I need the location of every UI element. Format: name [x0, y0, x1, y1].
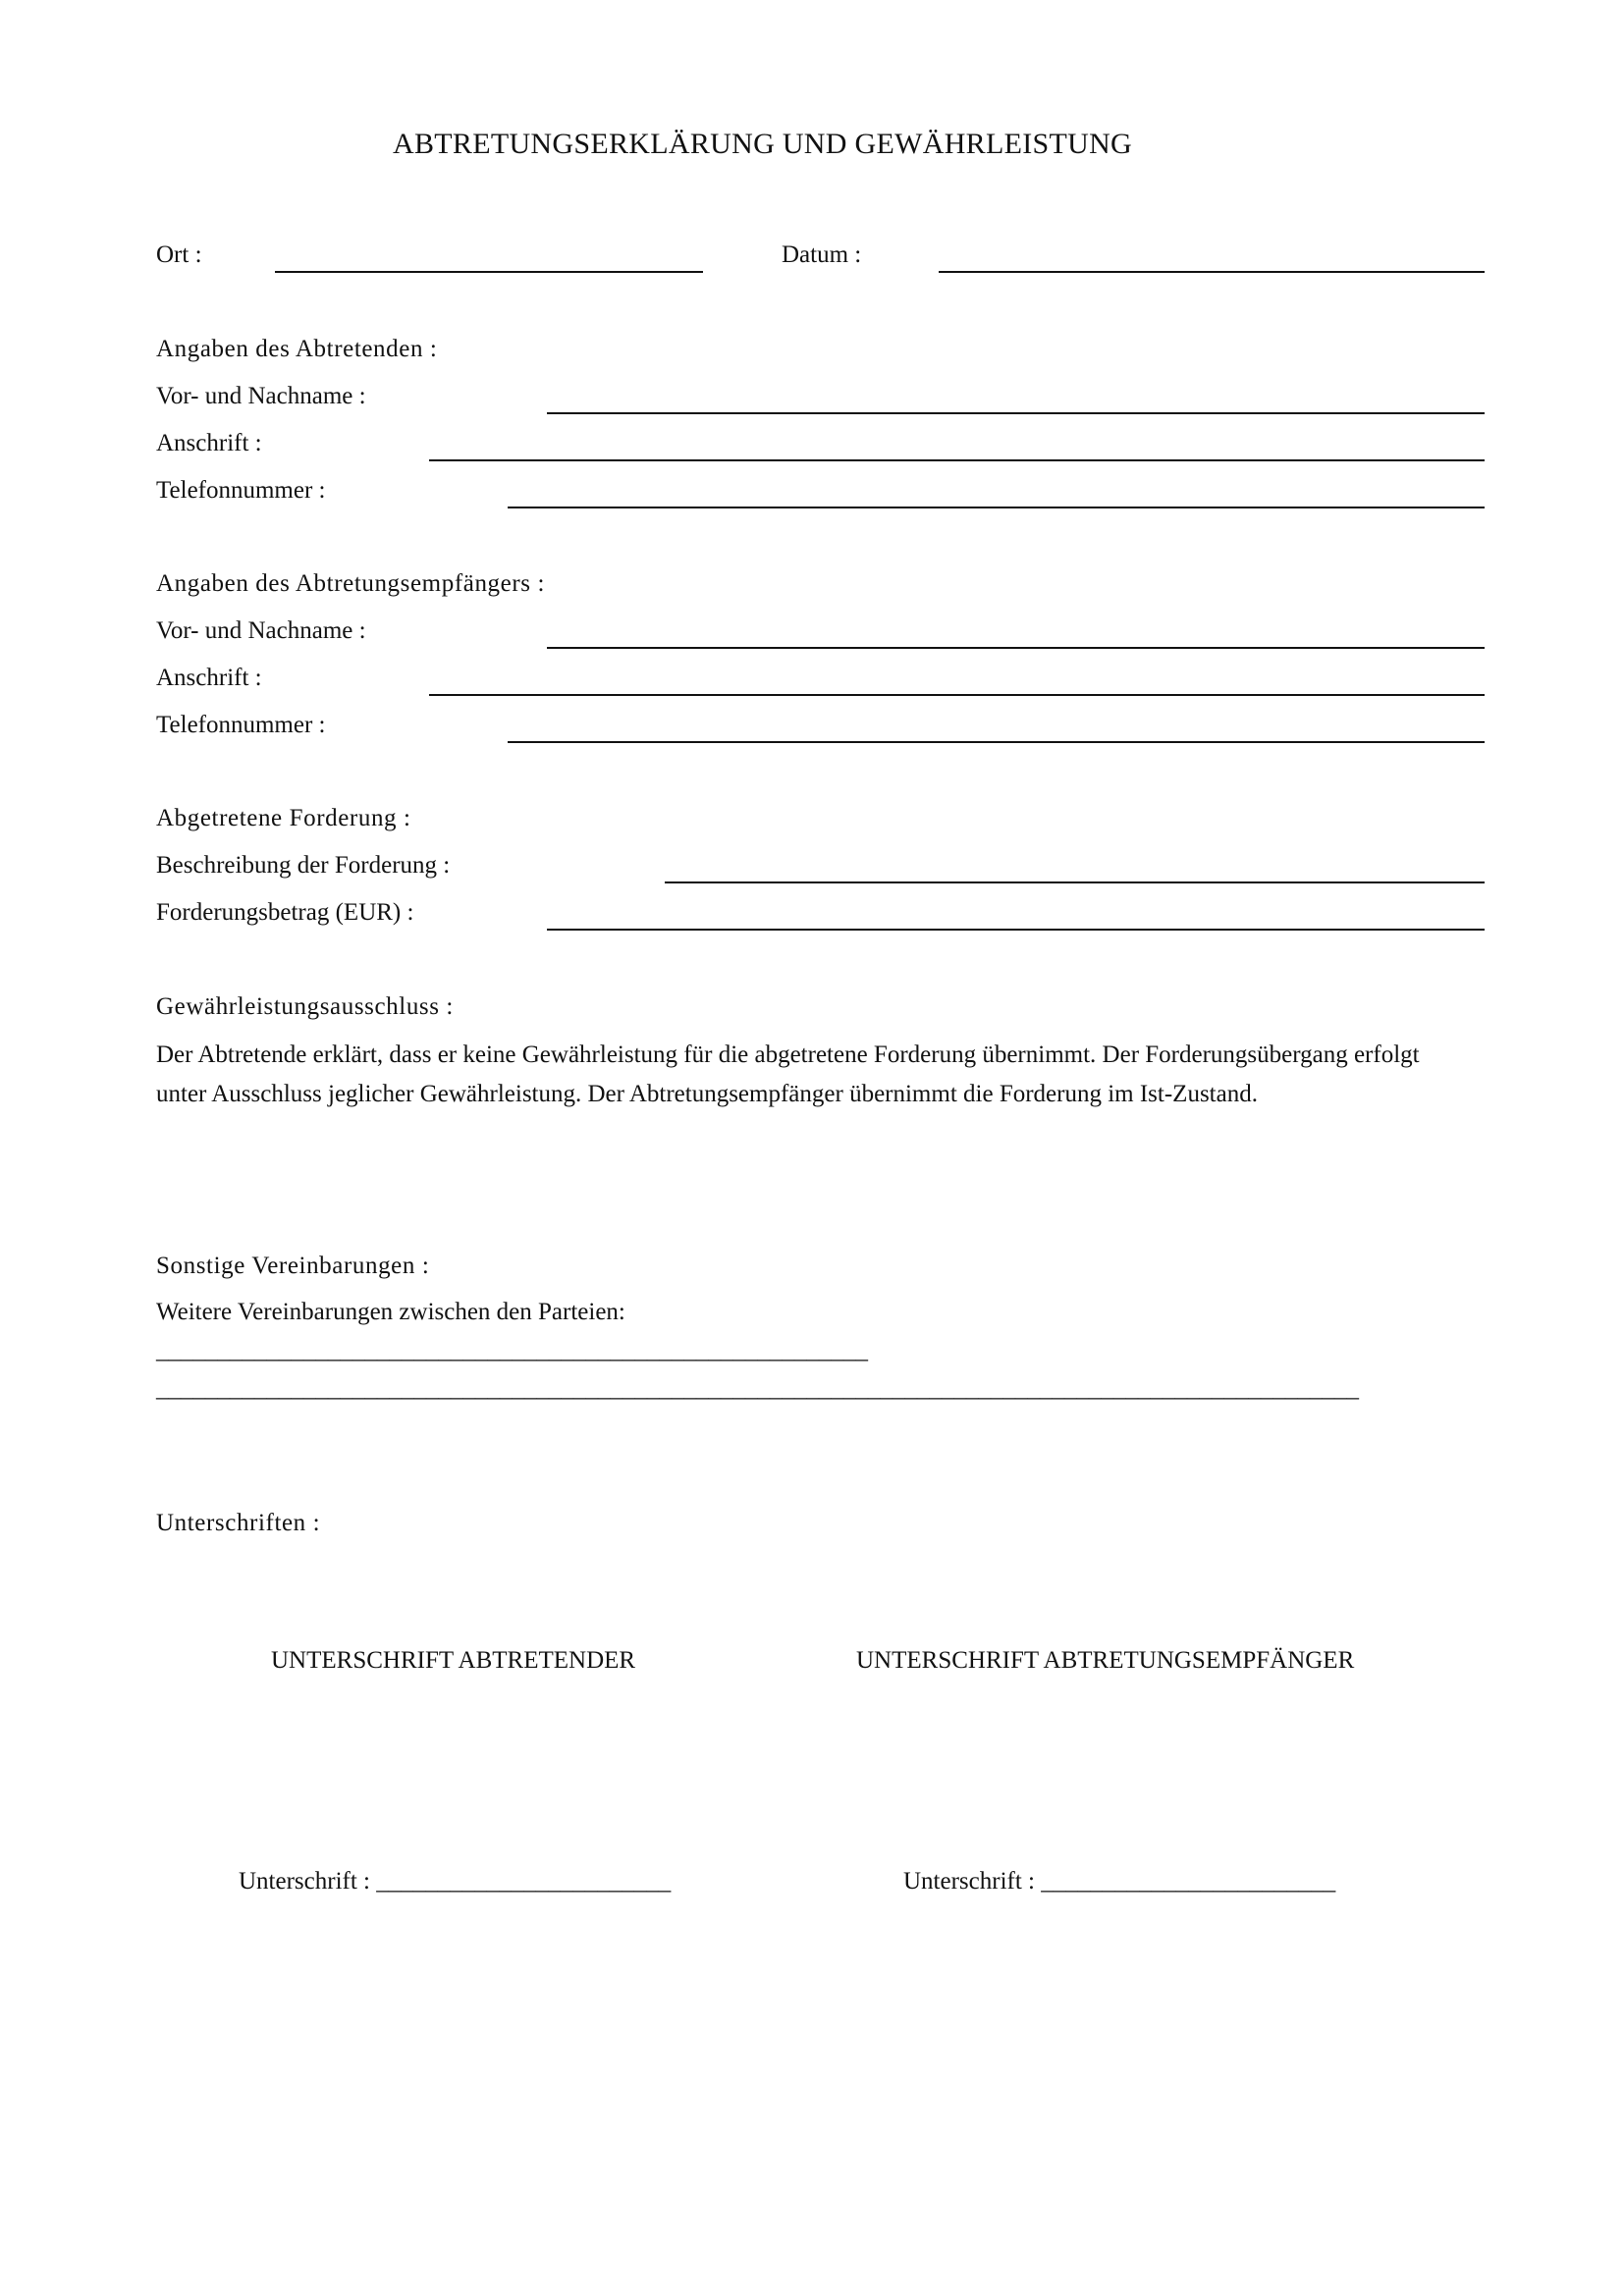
datum-label: Datum : [782, 241, 862, 268]
gewaehrleistung-text: Der Abtretende erklärt, dass er keine Gewährleistung für die abgetretene Forderung übernimmt. Der Forderungsübergang erfolgt unter Ausschluss jeglicher Gewährleistung. Der Abtretungsempfänger übernimmt die Forderung im Ist-Zustand. [156, 1041, 1420, 1107]
abtretender-phone-label: Telefonnummer : [156, 477, 326, 504]
unterschriften-heading: Unterschriften : [156, 1510, 321, 1536]
abtretender-heading: Angaben des Abtretenden : [156, 336, 438, 362]
abtretender-address-label: Anschrift : [156, 430, 262, 456]
empfaenger-address-label: Anschrift : [156, 665, 262, 691]
sonstige-text: Weitere Vereinbarungen zwischen den Parteien: [156, 1299, 625, 1325]
ort-label: Ort : [156, 241, 202, 268]
datum-field[interactable] [939, 271, 1485, 273]
signature-title-empfaenger: UNTERSCHRIFT ABTRETUNGSEMPFÄNGER [856, 1647, 1355, 1674]
abtretender-address-field[interactable] [429, 459, 1485, 461]
empfaenger-phone-field[interactable] [508, 741, 1485, 743]
forderung-description-field[interactable] [665, 881, 1485, 883]
empfaenger-name-label: Vor- und Nachname : [156, 617, 366, 644]
sonstige-line-1[interactable]: __________________________________________________________ [156, 1337, 868, 1363]
forderung-amount-label: Forderungsbetrag (EUR) : [156, 899, 414, 926]
abtretender-name-field[interactable] [547, 412, 1485, 414]
empfaenger-phone-label: Telefonnummer : [156, 712, 326, 738]
ort-field[interactable] [275, 271, 703, 273]
sonstige-line-2[interactable]: __________________________________________________________________________________________________ [156, 1375, 1359, 1402]
signature-field-empfaenger[interactable]: Unterschrift : ________________________ [903, 1868, 1336, 1895]
empfaenger-name-field[interactable] [547, 647, 1485, 649]
empfaenger-address-field[interactable] [429, 694, 1485, 696]
forderung-description-label: Beschreibung der Forderung : [156, 852, 451, 879]
forderung-amount-field[interactable] [547, 929, 1485, 931]
abtretender-phone-field[interactable] [508, 507, 1485, 508]
empfaenger-heading: Angaben des Abtretungsempfängers : [156, 570, 545, 597]
signature-title-abtretender: UNTERSCHRIFT ABTRETENDER [271, 1647, 636, 1674]
document-title: ABTRETUNGSERKLÄRUNG UND GEWÄHRLEISTUNG [393, 128, 1133, 160]
gewaehrleistung-heading: Gewährleistungsausschluss : [156, 993, 454, 1020]
forderung-heading: Abgetretene Forderung : [156, 805, 411, 831]
signature-field-abtretender[interactable]: Unterschrift : ________________________ [239, 1868, 672, 1895]
sonstige-heading: Sonstige Vereinbarungen : [156, 1253, 430, 1279]
abtretender-name-label: Vor- und Nachname : [156, 383, 366, 409]
